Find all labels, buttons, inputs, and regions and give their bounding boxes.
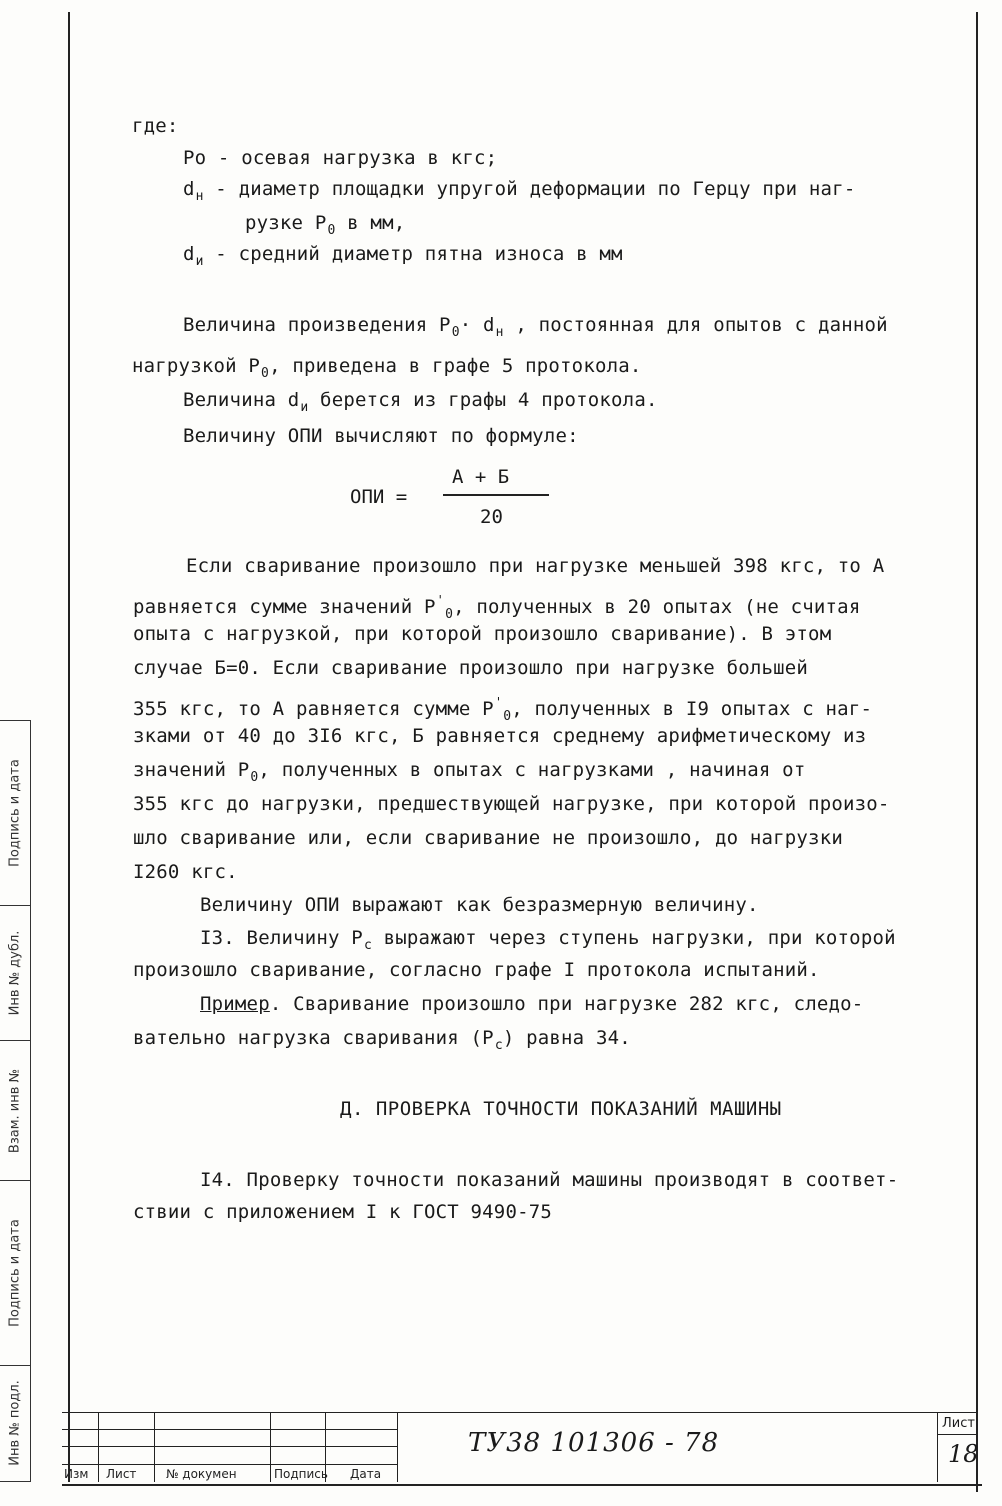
formula-fraction-bar bbox=[443, 494, 549, 496]
stamp-duplicate-inv: Инв № дубл. bbox=[0, 905, 31, 1041]
line-welding-7: значений $P_0$, полученных в опытах с нагрузками , начиная от bbox=[133, 759, 806, 785]
line-welding-5: 355 кгс, то А равняется сумме $P'_0$, полученных в I9 опытах с наг- bbox=[133, 695, 873, 724]
document-number: ТУ38 101306 - 78 bbox=[468, 1428, 720, 1458]
title-block-doc: № докумен bbox=[166, 1467, 237, 1481]
line-di-definition: $d_и$ - средний диаметр пятна износа в мм bbox=[183, 243, 623, 269]
line-welding-3: опыта с нагрузкой, при которой произошло сваривание). В этом bbox=[133, 623, 832, 645]
margin-stamp-column bbox=[0, 720, 30, 1480]
line-welding-1: Если сваривание произошло при нагрузке меньшей 398 кгс, то А bbox=[186, 555, 885, 577]
line-load-column: нагрузкой $P_0$, приведена в графе 5 протокола. bbox=[132, 355, 642, 381]
frame-right-border bbox=[976, 12, 978, 1492]
line-welding-4: случае Б=0. Если сваривание произошло при нагрузке большей bbox=[133, 657, 809, 679]
line-item-13-cont: произошло сваривание, согласно графе I протокола испытаний. bbox=[133, 959, 820, 981]
stamp-signature-date-2: Подпись и дата bbox=[0, 1180, 31, 1366]
formula-denominator: 20 bbox=[480, 506, 503, 528]
stamp-replacement-inv: Взам. инв № bbox=[0, 1040, 31, 1181]
line-dn-definition: $d_н$ - диаметр площадки упругой деформации по Герцу при наг- bbox=[183, 178, 856, 204]
sheet-label: Лист bbox=[942, 1416, 975, 1431]
opi-formula bbox=[350, 462, 580, 532]
sheet-number: 18 bbox=[948, 1440, 979, 1468]
line-po-definition: Po - осевая нагрузка в кгс; bbox=[183, 147, 498, 169]
line-welding-9: шло сваривание или, если сваривание не произошло, до нагрузки bbox=[133, 827, 843, 849]
line-item-14-cont: ствии с приложением I к ГОСТ 9490-75 bbox=[133, 1201, 553, 1223]
line-example-cont: вательно нагрузка сваривания $(P_с)$ равна 34. bbox=[133, 1027, 631, 1053]
line-example: Пример. Сваривание произошло при нагрузке 282 кгс, следо- bbox=[200, 993, 864, 1015]
stamp-original-inv: Инв № подл. bbox=[0, 1365, 31, 1482]
line-dimensionless: Величину ОПИ выражают как безразмерную величину. bbox=[200, 894, 759, 916]
line-welding-2: равняется сумме значений $P'_0$, полученных в 20 опытах (не считая bbox=[133, 593, 861, 622]
title-block-sign: Подпись bbox=[274, 1467, 328, 1481]
title-block-izm: Изм bbox=[64, 1467, 89, 1481]
line-welding-10: I260 кгс. bbox=[133, 861, 238, 883]
formula-numerator: А + Б bbox=[452, 466, 510, 488]
title-block-date: Дата bbox=[350, 1467, 382, 1481]
section-heading: Д. ПРОВЕРКА ТОЧНОСТИ ПОКАЗАНИЙ МАШИНЫ bbox=[340, 1098, 782, 1120]
frame-bottom-border bbox=[62, 1484, 982, 1486]
line-item-14: I4. Проверку точности показаний машины производят в соответ- bbox=[200, 1169, 899, 1191]
stamp-signature-date-1: Подпись и дата bbox=[0, 720, 31, 906]
line-item-13: I3. Величину $P_с$ выражают через ступень нагрузки, при которой bbox=[200, 927, 896, 953]
title-block-list: Лист bbox=[106, 1467, 137, 1481]
line-welding-8: 355 кгс до нагрузки, предшествующей нагрузке, при которой произо- bbox=[133, 793, 890, 815]
line-dn-continuation: рузке $P_0$ в мм, bbox=[245, 212, 406, 238]
line-product: Величина произведения $P_0\cdot d_н$ , постоянная для опытов с данной bbox=[183, 314, 888, 340]
formula-lhs: ОПИ = bbox=[350, 486, 408, 508]
line-formula-intro: Величину ОПИ вычисляют по формуле: bbox=[183, 425, 579, 447]
frame-left-border bbox=[68, 12, 70, 1482]
line-di-column: Величина $d_и$ берется из графы 4 протокола. bbox=[183, 389, 658, 415]
line-where: где: bbox=[132, 115, 179, 137]
line-welding-6: зками от 40 до 3I6 кгс, Б равняется среднему арифметическому из bbox=[133, 725, 867, 747]
